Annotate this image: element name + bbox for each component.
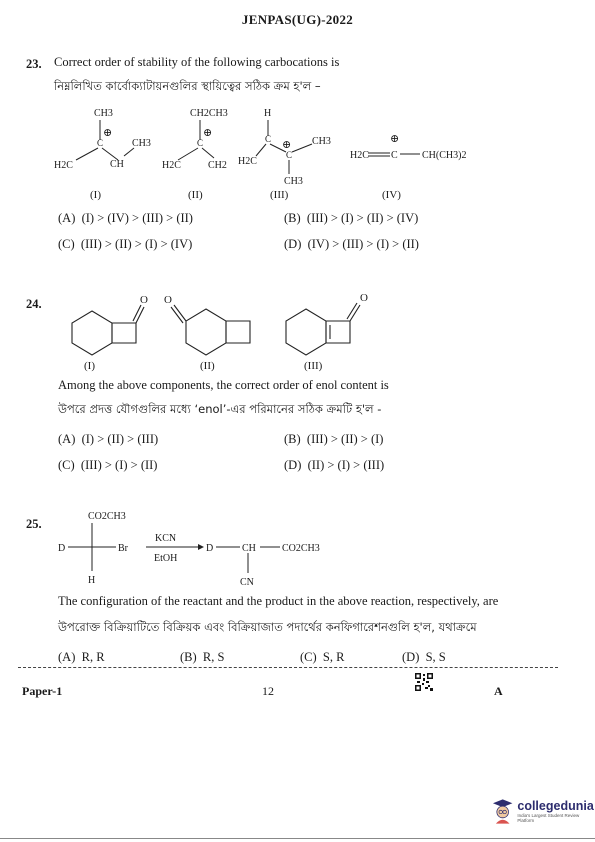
s3-carbon-1: C xyxy=(265,134,272,144)
option-text: (III) > (II) > (I) xyxy=(306,432,384,446)
question-number-24: 24. xyxy=(26,297,42,311)
option-key: (B) xyxy=(284,432,301,446)
s1-plus-charge: ⊕ xyxy=(103,127,113,139)
q23-structure-1 xyxy=(54,108,151,171)
s4-center-carbon: C xyxy=(391,150,398,161)
s3-plus-charge: ⊕ xyxy=(282,139,292,151)
option-text: (III) > (I) > (II) xyxy=(80,458,158,472)
s2-right-group: CH2 xyxy=(208,160,227,171)
option-key: (A) xyxy=(58,211,76,225)
q25-option-d[interactable] xyxy=(402,650,446,665)
q24-option-d[interactable] xyxy=(284,458,384,473)
q25-option-b[interactable] xyxy=(180,650,224,665)
q23-structures xyxy=(40,102,560,207)
q23-structure-3 xyxy=(238,108,331,187)
product-d: D xyxy=(206,543,214,554)
s2-plus-charge: ⊕ xyxy=(203,127,213,139)
bottom-border xyxy=(0,838,595,839)
graduate-avatar-icon xyxy=(492,798,513,824)
q24-label-1: (I) xyxy=(84,360,95,372)
s1-right-group: CH3 xyxy=(132,138,151,149)
q24-text-bengali: উপরে প্রদত্ত যৌগগুলির মধ্যে ‘enol’-এর পরিমানের সঠিক ক্রমটি হ'ল - xyxy=(58,402,382,416)
q24-text-english: Among the above components, the correct order of enol content is xyxy=(58,378,389,392)
q23-option-b[interactable] xyxy=(284,211,418,226)
q23-option-d[interactable] xyxy=(284,237,419,252)
q23-label-3: (III) xyxy=(270,189,289,201)
option-key: (C) xyxy=(58,237,75,251)
footer-paper-label: Paper-1 xyxy=(22,684,63,698)
exam-title: JENPAS(UG)-2022 xyxy=(241,12,354,27)
option-key: (D) xyxy=(402,650,420,664)
q24-option-a[interactable] xyxy=(58,432,158,447)
page-number: 12 xyxy=(262,684,274,698)
s1-center-group: CH xyxy=(110,159,124,170)
watermark-tagline: India's Largest Student Review Platform xyxy=(517,813,580,823)
q23-option-a[interactable] xyxy=(58,211,193,226)
qr-code-icon xyxy=(414,672,434,692)
q23-label-4: (IV) xyxy=(382,189,401,201)
q23-text-bengali: নিম্নলিখিত কার্বোক্যাটায়নগুলির স্থায়িত্বের সঠিক ক্রম হ'ল – xyxy=(54,79,321,93)
q24-option-b[interactable] xyxy=(284,432,383,447)
option-text: (III) > (I) > (II) > (IV) xyxy=(306,211,419,225)
q25-reaction xyxy=(50,505,390,590)
q25-option-a[interactable] xyxy=(58,650,105,665)
option-text: (II) > (I) > (III) xyxy=(307,458,385,472)
s1-carbon: C xyxy=(97,138,104,148)
option-text: (I) > (II) > (III) xyxy=(81,432,159,446)
option-key: (B) xyxy=(284,211,301,225)
option-key: (B) xyxy=(180,650,197,664)
q24-option-c[interactable] xyxy=(58,458,157,473)
product-cn: CN xyxy=(240,577,254,588)
paper-set-label: A xyxy=(494,684,503,698)
q24-s2-oxygen: O xyxy=(164,294,172,306)
q23-text-english: Correct order of stability of the following carbocations is xyxy=(54,55,340,69)
s2-left-group: H2C xyxy=(162,160,181,171)
q25-option-c[interactable] xyxy=(300,650,344,665)
collegedunia-watermark xyxy=(492,798,595,824)
s1-top-group: CH3 xyxy=(94,108,113,119)
option-text: (I) > (IV) > (III) > (II) xyxy=(81,211,193,225)
q24-s3-oxygen: O xyxy=(360,292,368,304)
q24-label-3: (III) xyxy=(304,360,323,372)
reactant-top: CO2CH3 xyxy=(88,511,126,522)
s3-right-group: CH3 xyxy=(312,136,331,147)
q24-structure-2 xyxy=(171,305,250,355)
option-text: R, R xyxy=(81,650,105,664)
s1-left-group: H2C xyxy=(54,160,73,171)
q25-text-bengali: উপরোক্ত বিক্রিয়াটিতে বিক্রিয়ক এবং বিক্রিয়াজাত পদার্থের কনফিগারেশনগুলি হ'ল, যথাক্রমে xyxy=(58,620,477,634)
watermark-brand: collegedunia xyxy=(517,799,594,813)
q23-structure-2 xyxy=(162,108,228,171)
option-key: (C) xyxy=(300,650,317,664)
question-number-25: 25. xyxy=(26,517,42,531)
product-ch: CH xyxy=(242,543,256,554)
q23-option-c[interactable] xyxy=(58,237,192,252)
q24-structure-1 xyxy=(72,305,144,355)
s4-plus-charge: ⊕ xyxy=(390,133,400,145)
reactant-bottom: H xyxy=(88,575,96,586)
q24-label-2: (II) xyxy=(200,360,215,372)
option-key: (A) xyxy=(58,650,76,664)
option-key: (D) xyxy=(284,458,302,472)
q23-structure-4 xyxy=(350,133,466,161)
q24-s1-oxygen: O xyxy=(140,294,148,306)
product-ester: CO2CH3 xyxy=(282,543,320,554)
q24-structure-3 xyxy=(286,303,360,355)
s3-top-group: H xyxy=(264,108,272,119)
option-text: (III) > (II) > (I) > (IV) xyxy=(80,237,193,251)
s2-carbon: C xyxy=(197,138,204,148)
s2-top-group: CH2CH3 xyxy=(190,108,228,119)
option-key: (D) xyxy=(284,237,302,251)
s3-left-group: H2C xyxy=(238,156,257,167)
q23-label-2: (II) xyxy=(188,189,203,201)
reactant-right: Br xyxy=(118,543,128,554)
s4-right-group: CH(CH3)2 xyxy=(422,150,467,161)
q23-label-1: (I) xyxy=(90,189,101,201)
option-text: S, R xyxy=(322,650,345,664)
reagent-bottom: EtOH xyxy=(154,553,178,564)
option-key: (C) xyxy=(58,458,75,472)
s3-carbon-2: C xyxy=(286,150,293,160)
reagent-top: KCN xyxy=(155,533,177,544)
option-text: (IV) > (III) > (I) > (II) xyxy=(307,237,419,251)
option-key: (A) xyxy=(58,432,76,446)
q25-text-english: The configuration of the reactant and the product in the above reaction, respectively, are xyxy=(58,594,499,608)
option-text: R, S xyxy=(202,650,225,664)
q24-structures xyxy=(40,285,400,373)
s3-bottom-group: CH3 xyxy=(284,176,303,187)
footer-divider xyxy=(18,667,558,668)
reactant-left: D xyxy=(58,543,66,554)
question-number-23: 23. xyxy=(26,57,42,71)
s4-left-group: H2C xyxy=(350,150,369,161)
option-text: S, S xyxy=(425,650,446,664)
